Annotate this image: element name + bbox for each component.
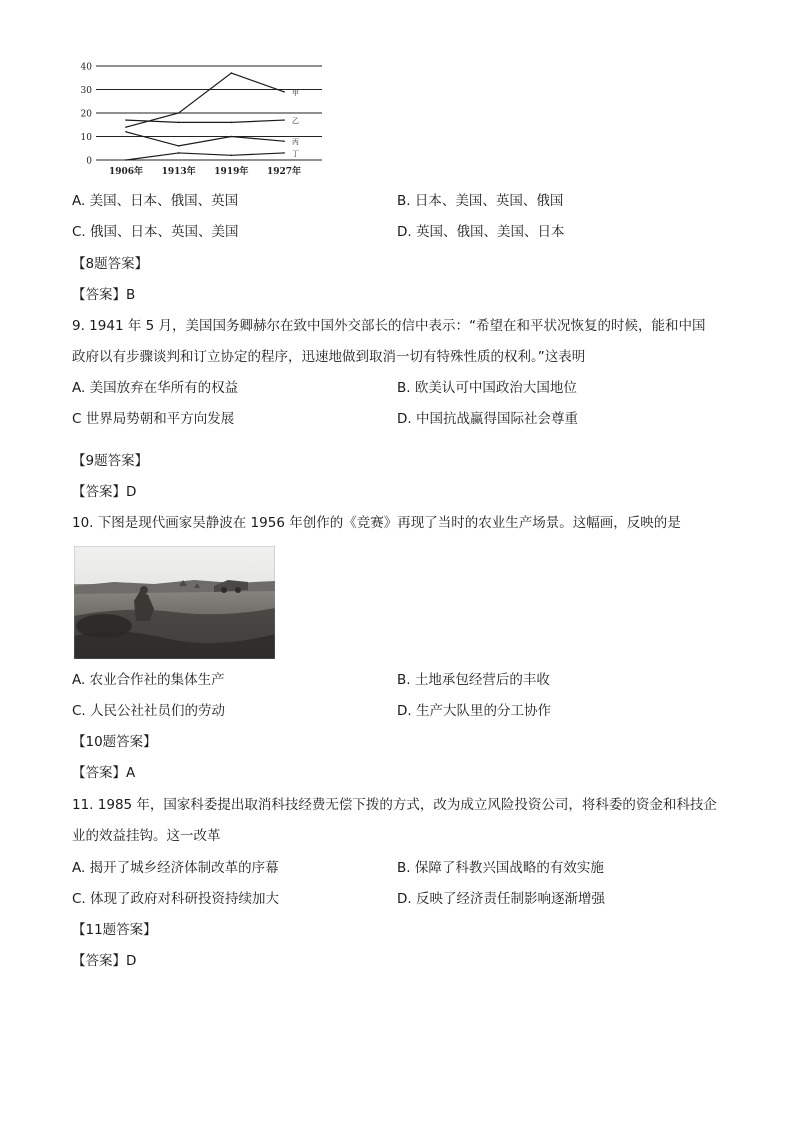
q8-option-a: A. 美国、日本、俄国、英国 (72, 193, 239, 209)
series-point (231, 72, 233, 74)
q8-option-d: D. 英国、俄国、美国、日本 (397, 224, 565, 240)
series-point (125, 126, 127, 128)
series-point (231, 136, 233, 138)
q11-stem-line2: 业的效益挂钩。这一改革 (72, 828, 221, 844)
series-point (283, 140, 285, 142)
q8-answer: 【答案】B (72, 287, 136, 303)
series-point (283, 119, 285, 121)
q9-option-c: C 世界局势朝和平方向发展 (72, 411, 235, 427)
q8-line-chart (70, 56, 340, 180)
series-point (125, 131, 127, 133)
q10-answer-header: 【10题答案】 (72, 734, 157, 750)
series-label: 甲 (292, 88, 299, 97)
series-point (231, 155, 233, 157)
q10-stem: 10. 下图是现代画家吴静波在 1956 年创作的《竞赛》再现了当时的农业生产场景。这幅画，反映的是 (72, 515, 681, 531)
q10-option-d: D. 生产大队里的分工协作 (397, 703, 551, 719)
series-line-0 (126, 73, 284, 127)
series-point (125, 119, 127, 121)
y-tick-label: 40 (80, 62, 92, 73)
y-tick-label: 0 (86, 156, 92, 167)
x-tick-label: 1913年 (161, 167, 196, 177)
q10-option-a: A. 农业合作社的集体生产 (72, 672, 225, 688)
y-tick-label: 20 (80, 109, 92, 120)
series-label: 丙 (292, 138, 299, 147)
x-tick-label: 1919年 (214, 167, 249, 177)
series-point (125, 159, 127, 161)
q10-option-b: B. 土地承包经营后的丰收 (397, 672, 550, 688)
series-point (283, 152, 285, 154)
series-point (283, 91, 285, 93)
painting-image (74, 546, 275, 659)
y-tick-label: 30 (80, 86, 92, 96)
q11-option-b: B. 保障了科教兴国战略的有效实施 (397, 860, 604, 876)
x-tick-label: 1927年 (266, 167, 302, 177)
y-tick-label: 10 (80, 133, 92, 143)
q9-option-b: B. 欧美认可中国政治大国地位 (397, 380, 577, 396)
series-line-3 (126, 153, 284, 160)
series-point (178, 122, 180, 124)
q9-answer: 【答案】D (72, 484, 137, 500)
series-line-2 (126, 132, 284, 146)
q11-answer: 【答案】D (72, 953, 137, 969)
q11-answer-header: 【11题答案】 (72, 922, 157, 938)
q9-stem-line2: 政府以有步骤谈判和订立协定的程序，迅速地做到取消一切有特殊性质的权利。”这表明 (72, 349, 586, 365)
q11-option-d: D. 反映了经济责任制影响逐渐增强 (397, 891, 605, 907)
q9-option-d: D. 中国抗战赢得国际社会尊重 (397, 411, 578, 427)
series-point (178, 152, 180, 154)
q8-option-b: B. 日本、美国、英国、俄国 (397, 193, 564, 209)
q9-option-a: A. 美国放弃在华所有的权益 (72, 380, 239, 396)
series-point (178, 145, 180, 147)
series-point (231, 122, 233, 124)
q9-answer-header: 【9题答案】 (72, 453, 149, 469)
q11-option-a: A. 揭开了城乡经济体制改革的序幕 (72, 860, 279, 876)
q8-answer-header: 【8题答案】 (72, 256, 149, 272)
x-tick-label: 1906年 (108, 167, 144, 177)
q11-stem-line1: 11. 1985 年，国家科委提出取消科技经费无偿下拨的方式，改为成立风险投资公司，将科委的资金和科技企 (72, 797, 717, 813)
series-label: 乙 (292, 117, 299, 126)
q10-option-c: C. 人民公社社员们的劳动 (72, 703, 226, 719)
q8-option-c: C. 俄国、日本、英国、美国 (72, 224, 239, 240)
q10-answer: 【答案】A (72, 765, 136, 781)
q9-stem-line1: 9. 1941 年 5 月，美国国务卿赫尔在致中国外交部长的信中表示：“希望在和平状况恢复的时候，能和中国 (72, 318, 706, 334)
series-point (178, 112, 180, 114)
q11-option-c: C. 体现了政府对科研投资持续加大 (72, 891, 280, 907)
series-label: 丁 (292, 149, 299, 158)
